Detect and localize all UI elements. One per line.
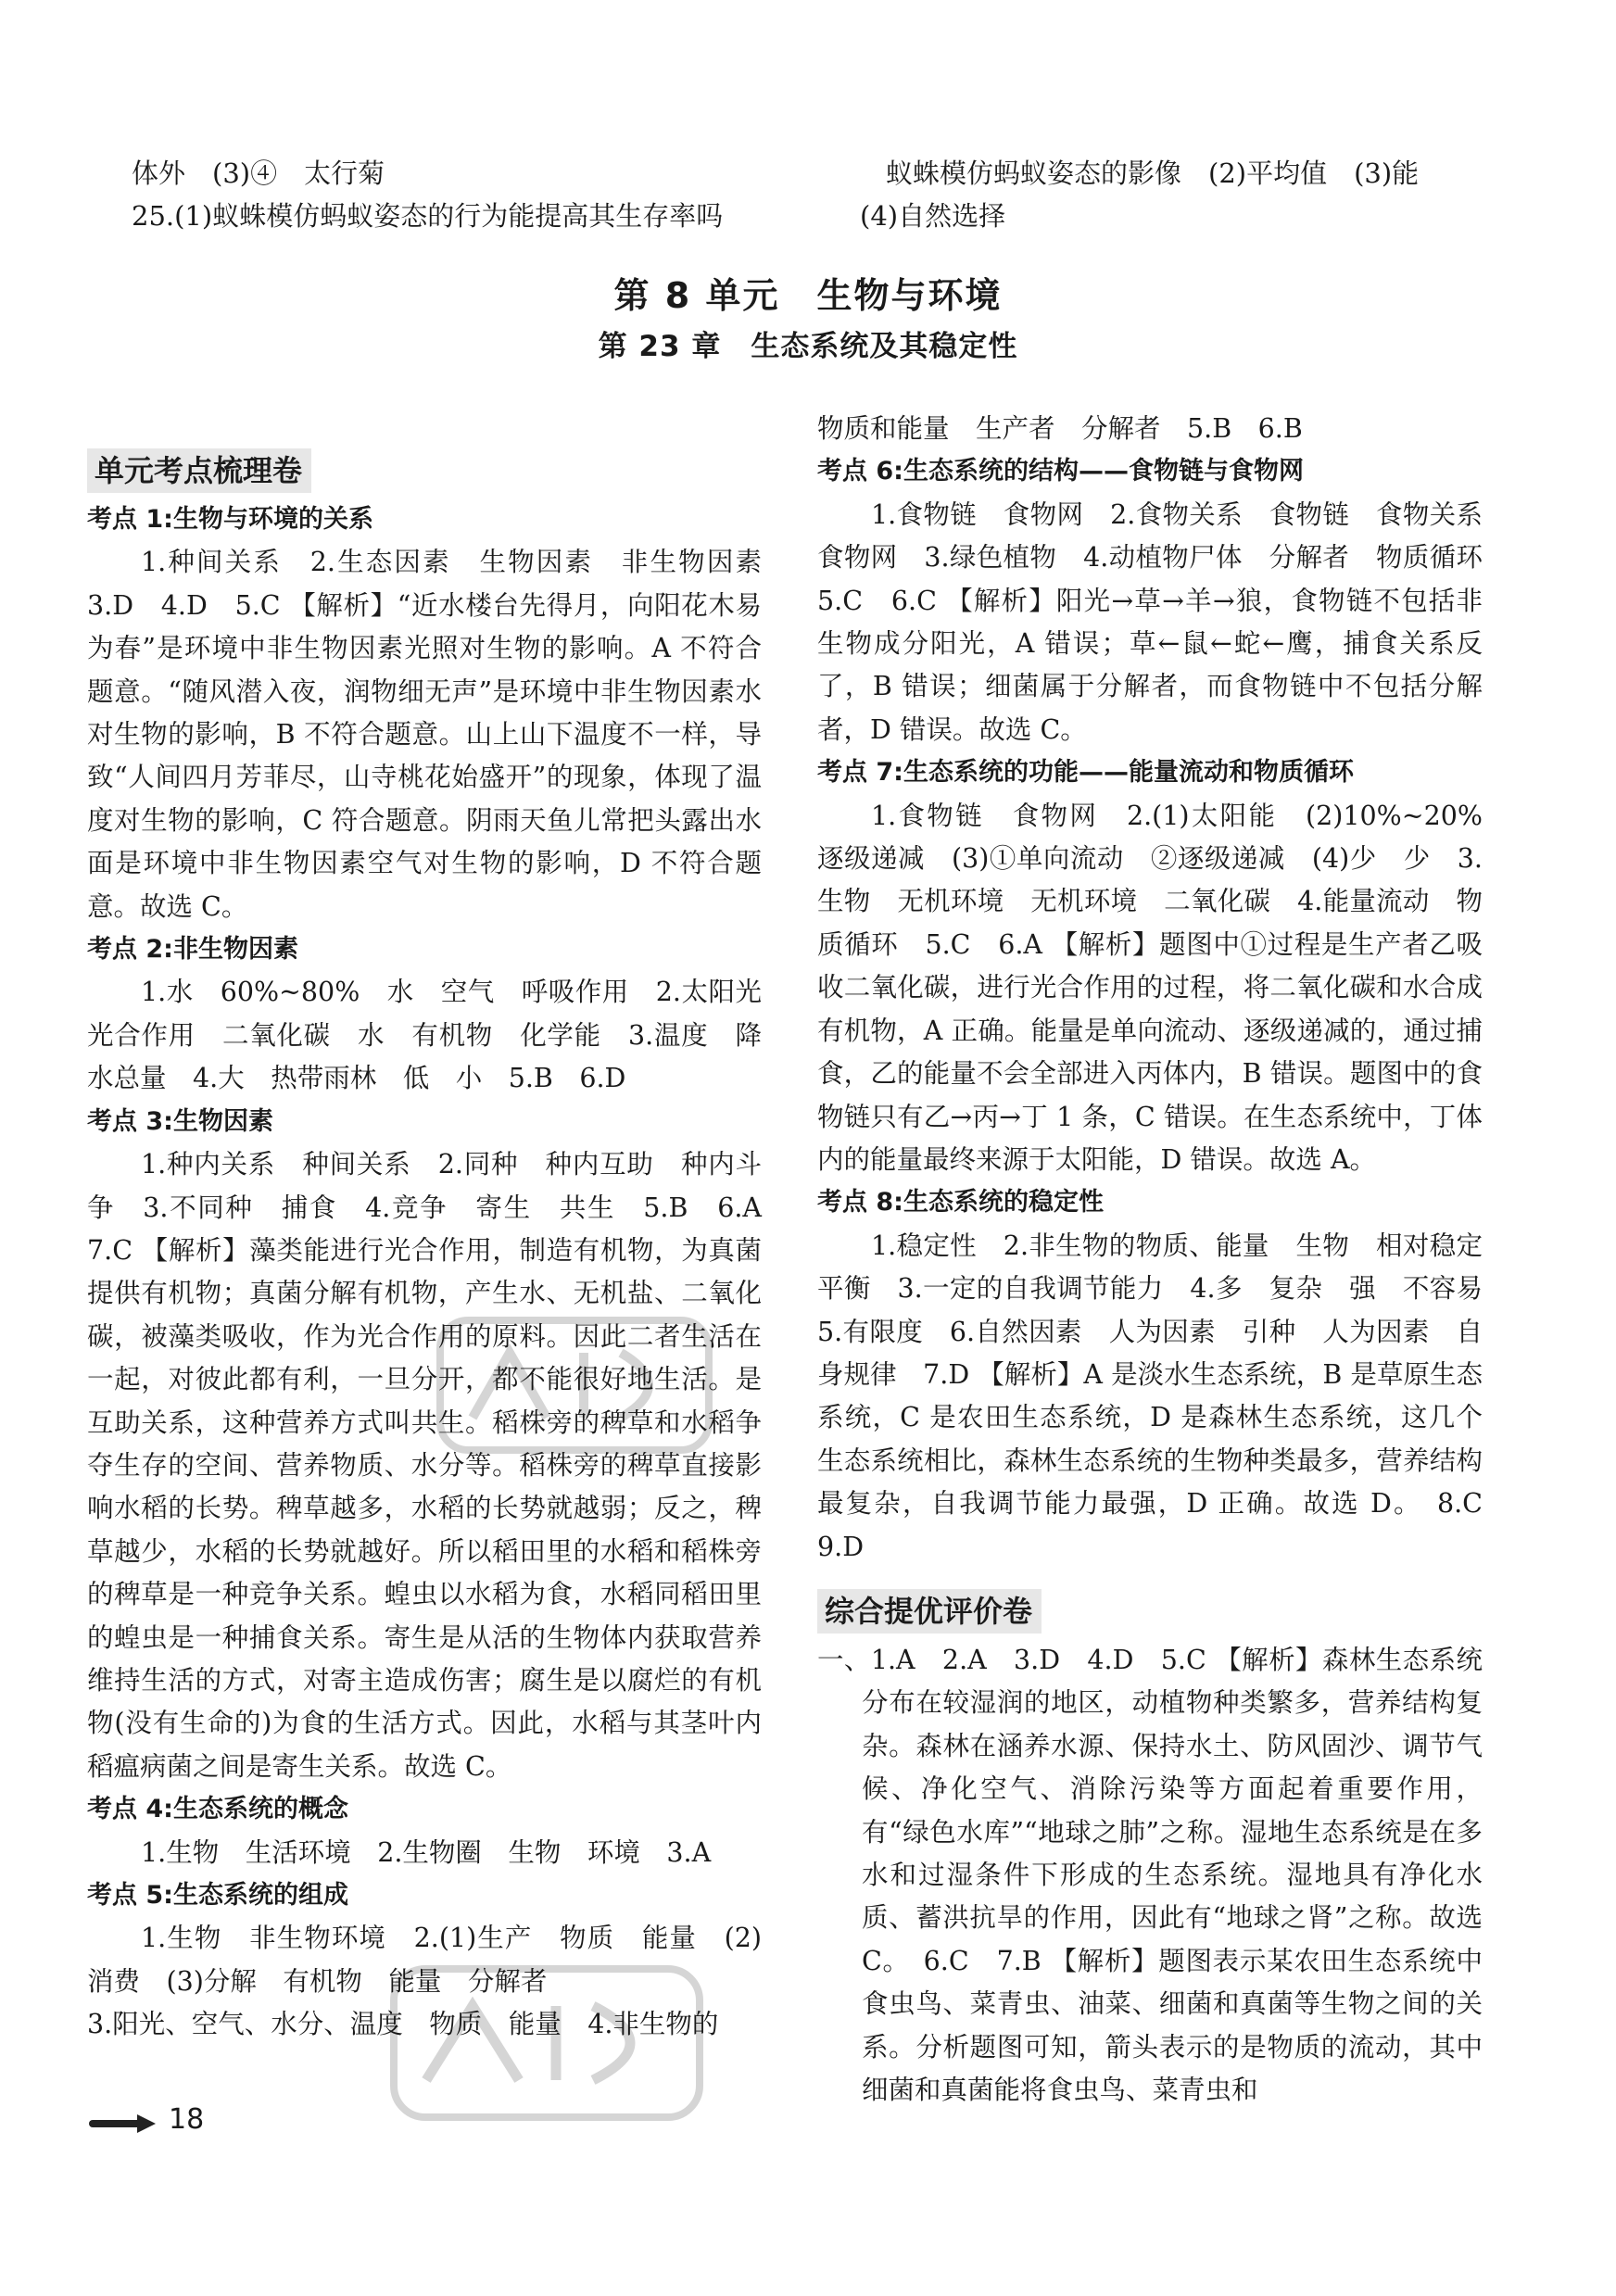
section2-text: 一、1.A 2.A 3.D 4.D 5.C 【解析】森林生态系统分布在较湿润的地区，动植物种类繁多，营养结构复杂。森林在涵养水源、保持水土、防风固沙、调节气候、净化空气、消除污染等方面起着重要作用，有“绿色水库”“地球之肺”之称。湿地生态系统是在多水和过湿条件下形成的生态系统。湿地具有净化水质、蓄洪抗旱的作用，因此有“地球之肾”之称。故选 C。 6.C 7.B 【解析】题图表示某农田生态系统中食虫鸟、菜青虫、油菜、细菌和真菌等生物之间的关系。分析题图可知，箭头表示的是物质的流动，其中细菌和真菌能将食虫鸟、菜青虫和 <box>817 1644 1483 2106</box>
left-column <box>87 439 789 2047</box>
kp3-text: 1.种内关系 种间关系 2.同种 种内互助 种内斗争 3.不同种 捕食 4.竞争 寄生 共生 5.B 6.A 7.C 【解析】藻类能进行光合作用，制造有机物，为真菌提供有机物；真菌分解有机物，产生水、无机盐、二氧化碳，被藻类吸收，作为光合作用的原料。因此二者生活在一起，对彼此都有利，一旦分开，都不能很好地生活。是互助关系，这种营养方式叫共生。稻株旁的稗草和水稻争夺生存的空间、营养物质、水分等。稻株旁的稗草直接影响水稻的长势。稗草越多，水稻的长势就越弱；反之，稗草越少，水稻的长势就越好。所以稻田里的水稻和稻株旁的稗草是一种竞争关系。蝗虫以水稻为食，水稻同稻田里的蝗虫是一种捕食关系。寄生是从活的生物体内获取营养维持生活的方式，对寄主造成伤害；腐生是以腐烂的有机物(没有生命的)为食的生活方式。因此，水稻与其茎叶内稻瘟病菌之间是寄生关系。故选 C。 <box>87 1149 789 1782</box>
kp4-heading: 考点 4:生态系统的概念 <box>87 1795 348 1824</box>
kp5-text-1: 1.生物 非生物环境 2.(1)生产 物质 能量 (2)消费 (3)分解 有机物 能量 分解者 <box>87 1923 762 1997</box>
kp4-text: 1.生物 生活环境 2.生物圈 生物 环境 3.A <box>141 1836 712 1868</box>
watermark-logo-2 <box>389 1964 704 2122</box>
kp5-continuation: 物质和能量 生产者 分解者 5.B 6.B <box>817 413 1303 444</box>
kp2-text: 1.水 60%~80% 水 空气 呼吸作用 2.太阳光 光合作用 二氧化碳 水 有机物 化学能 3.温度 降水总量 4.大 热带雨林 低 小 5.B 6.D <box>87 977 789 1094</box>
kp6-text: 1.食物链 食物网 2.食物关系 食物链 食物关系 食物网 3.绿色植物 4.动植物尸体 分解者 物质循环 5.C 6.C 【解析】阳光→草→羊→狼，食物链不包括非生物成分阳光，A 错误；草←鼠←蛇←鹰，捕食关系反了，B 错误；细菌属于分解者，而食物链中不包括分解者，D 错误。故选 C。 <box>817 498 1509 745</box>
top-right-line-1: 蚁蛛模仿蚂蚁姿态的影像 (2)平均值 (3)能 <box>886 158 1420 189</box>
kp7-text: 1.食物链 食物网 2.(1)太阳能 (2)10%~20% 逐级递减 (3)①单向流动 ②逐级递减 (4)少 少 3.生物 无机环境 无机环境 二氧化碳 4.能量流动 物质循环 5.C 6.A 【解析】题图中①过程是生产者乙吸收二氧化碳，进行光合作用的过程，将二氧化碳和水合成有机物，A 正确。能量是单向流动、逐级递减的，通过捕食，乙的能量不会全部进入丙体内，B 错误。题图中的食物链只有乙→丙→丁 1 条，C 错误。在生态系统中，丁体内的能量最终来源于太阳能，D 错误。故选 A。 <box>817 800 1509 1175</box>
page-number: 18 <box>169 2103 205 2136</box>
kp6-heading: 考点 6:生态系统的结构——食物链与食物网 <box>817 457 1304 486</box>
kp5-text-2: 3.阳光、空气、水分、温度 物质 能量 4.非生物的 <box>87 2009 719 2040</box>
chapter-title: 第 23 章 生态系统及其稳定性 <box>598 330 1018 363</box>
section-heading-comprehensive: 综合提优评价卷 <box>817 1589 1042 1634</box>
arrow-icon <box>89 2114 156 2133</box>
kp7-heading: 考点 7:生态系统的功能——能量流动和物质循环 <box>817 758 1354 788</box>
top-right-line-2: (4)自然选择 <box>860 200 1006 232</box>
unit-title: 第 8 单元 生物与环境 <box>613 275 1003 316</box>
kp1-heading: 考点 1:生物与环境的关系 <box>87 505 373 534</box>
kp1-text: 1.种间关系 2.生态因素 生物因素 非生物因素 3.D 4.D 5.C 【解析】“近水楼台先得月，向阳花木易为春”是环境中非生物因素光照对生物的影响。A 不符合题意。“随风潜入夜，润物细无声”是环境中非生物因素水对生物的影响，B 不符合题意。山上山下温度不一样，导致“人间四月芳菲尽，山寺桃花始盛开”的现象，体现了温度对生物的影响，C 符合题意。阴雨天鱼儿常把头露出水面是环境中非生物因素空气对生物的影响，D 不符合题意。故选 C。 <box>87 547 789 922</box>
kp5-heading: 考点 5:生态系统的组成 <box>87 1881 348 1910</box>
section-heading-unit-review: 单元考点梳理卷 <box>87 448 311 493</box>
right-column <box>817 408 1509 2112</box>
kp8-text: 1.稳定性 2.非生物的物质、能量 生物 相对稳定平衡 3.一定的自我调节能力 4.多 复杂 强 不容易 5.有限度 6.自然因素 人为因素 引种 人为因素 自身规律 7.D 【解析】A 是淡水生态系统，B 是草原生态系统，C 是农田生态系统，D 是森林生态系统，这几个生态系统相比，森林生态系统的生物种类最多，营养结构最复杂，自我调节能力最强，D 正确。故选 D。 8.C 9.D <box>817 1230 1509 1562</box>
top-left-line-1: 体外 (3)④ 太行菊 <box>132 158 385 189</box>
watermark-logo <box>436 1316 713 1455</box>
top-left-line-2: 25.(1)蚁蛛模仿蚂蚁姿态的行为能提高其生存率吗 <box>132 200 724 232</box>
kp2-heading: 考点 2:非生物因素 <box>87 935 298 965</box>
kp3-heading: 考点 3:生物因素 <box>87 1106 273 1136</box>
kp8-heading: 考点 8:生态系统的稳定性 <box>817 1188 1104 1217</box>
